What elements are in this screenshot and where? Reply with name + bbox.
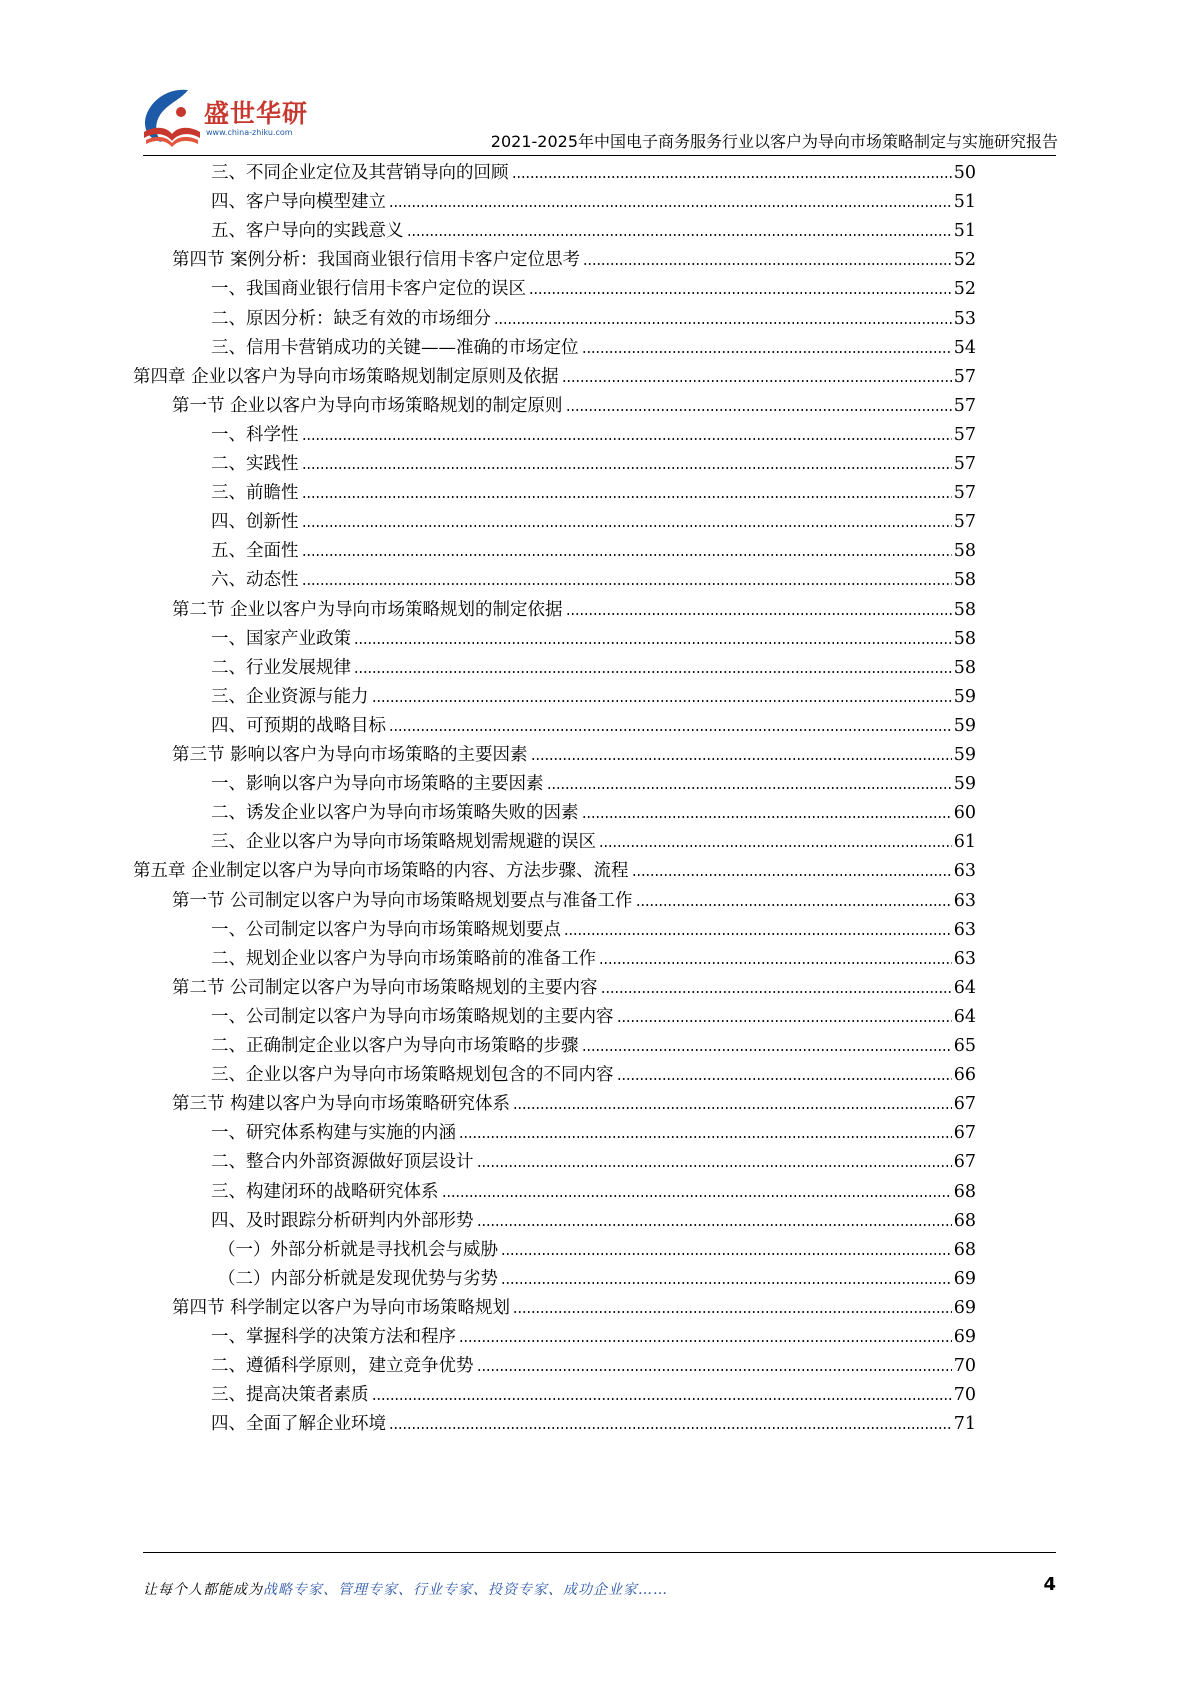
toc-entry[interactable] (172, 1084, 976, 1115)
toc-dot-leader (302, 495, 952, 499)
toc-entry-title: 二、遵循科学原则，建立竞争优势 (211, 1356, 474, 1377)
toc-dot-leader (501, 1281, 952, 1285)
toc-dot-leader (477, 1368, 952, 1372)
toc-entry-page: 69 (953, 1327, 976, 1347)
toc-entry-title: 一、影响以客户为导向市场策略的主要因素 (211, 774, 544, 795)
toc-dot-leader (354, 641, 952, 645)
toc-entry-page: 61 (953, 832, 976, 853)
toc-entry-page: 58 (953, 628, 976, 649)
toc-entry[interactable] (211, 822, 976, 853)
toc-entry[interactable] (211, 997, 976, 1028)
toc-entry-title: 第一节 企业以客户为导向市场策略规划的制定原则 (172, 395, 563, 416)
toc-entry-title: 三、构建闭环的战略研究体系 (211, 1181, 439, 1202)
toc-dot-leader (617, 1019, 952, 1023)
toc-dot-leader (494, 321, 952, 325)
toc-dot-leader (582, 350, 952, 354)
toc-entry-page: 57 (953, 483, 976, 504)
toc-entry[interactable] (211, 269, 976, 300)
toc-dot-leader (389, 1426, 952, 1430)
toc-entry[interactable] (133, 357, 976, 388)
toc-entry[interactable] (211, 415, 976, 446)
toc-dot-leader (302, 524, 952, 528)
toc-dot-leader (601, 990, 952, 994)
toc-entry-title: 二、诱发企业以客户为导向市场策略失败的因素 (211, 803, 579, 824)
toc-entry-page: 59 (953, 715, 976, 736)
toc-entry-title: 三、企业资源与能力 (211, 686, 369, 707)
toc-entry-title: 二、实践性 (211, 454, 299, 474)
toc-dot-leader (477, 1164, 952, 1168)
toc-entry-title: （二）内部分析就是发现优势与劣势 (218, 1268, 498, 1289)
toc-dot-leader (501, 1252, 952, 1256)
toc-dot-leader (477, 1223, 952, 1227)
toc-dot-leader (529, 291, 952, 295)
toc-entry-title: 一、公司制定以客户为导向市场策略规划要点 (211, 919, 561, 940)
toc-entry-page: 59 (953, 745, 976, 765)
toc-entry-title: 六、动态性 (211, 570, 299, 591)
toc-dot-leader (459, 1339, 952, 1343)
toc-entry-title: 二、规划企业以客户为导向市场策略前的准备工作 (211, 948, 596, 969)
toc-dot-leader (389, 728, 952, 732)
toc-entry-page: 71 (953, 1414, 976, 1435)
toc-entry-title: 五、客户导向的实践意义 (211, 221, 404, 242)
toc-entry-title: 三、提高决策者素质 (211, 1385, 369, 1406)
toc-entry-page: 63 (953, 861, 976, 882)
toc-entry-title: 二、正确制定企业以客户为导向市场策略的步骤 (211, 1036, 579, 1056)
toc-entry-page: 65 (953, 1036, 976, 1056)
toc-entry-page: 63 (953, 919, 976, 940)
toc-entry-title: 四、创新性 (211, 512, 299, 533)
toc-entry-page: 58 (953, 541, 976, 562)
toc-entry[interactable] (211, 1026, 976, 1057)
toc-entry[interactable] (211, 473, 976, 504)
toc-dot-leader (636, 903, 952, 907)
toc-entry-title: 四、客户导向模型建立 (211, 192, 386, 213)
toc-dot-leader (442, 1194, 952, 1198)
toc-entry-page: 57 (953, 424, 976, 445)
toc-dot-leader (562, 379, 952, 383)
toc-dot-leader (566, 612, 952, 616)
toc-entry-page: 70 (953, 1385, 976, 1406)
toc-entry[interactable] (218, 1230, 976, 1261)
toc-entry-title: 第四章 企业以客户为导向市场策略规划制定原则及依据 (133, 366, 559, 387)
page-number: 4 (1043, 1574, 1056, 1595)
toc-entry-title: 第二节 企业以客户为导向市场策略规划的制定依据 (172, 599, 563, 620)
toc-dot-leader (632, 873, 952, 877)
toc-entry-title: （一）外部分析就是寻找机会与威胁 (218, 1239, 498, 1260)
toc-entry-title: 第五章 企业制定以客户为导向市场策略的内容、方法步骤、流程 (133, 861, 629, 882)
page-header (0, 0, 1191, 160)
toc-entry[interactable] (211, 910, 976, 941)
toc-entry-page: 67 (953, 1094, 976, 1115)
toc-entry[interactable] (211, 1375, 976, 1406)
toc-entry-title: 二、行业发展规律 (211, 657, 351, 678)
footer-slogan-highlight: 战略专家、管理专家、行业专家、投资专家、成功企业家…… (263, 1582, 668, 1598)
toc-entry-title: 五、全面性 (211, 541, 299, 562)
toc-entry-title: 三、前瞻性 (211, 483, 299, 504)
toc-entry-page: 69 (953, 1268, 976, 1289)
toc-entry[interactable] (211, 619, 976, 650)
toc-entry-title: 第二节 公司制定以客户为导向市场策略规划的主要内容 (172, 977, 598, 998)
toc-entry-page: 58 (953, 570, 976, 591)
toc-entry[interactable] (211, 1055, 976, 1086)
toc-entry[interactable] (211, 1317, 976, 1348)
toc-dot-leader (582, 815, 952, 819)
toc-entry[interactable] (211, 299, 976, 330)
toc-dot-leader (566, 408, 952, 412)
toc-entry[interactable] (211, 531, 976, 562)
toc-entry-title: 一、科学性 (211, 424, 299, 445)
toc-dot-leader (372, 699, 952, 703)
toc-dot-leader (302, 466, 952, 470)
toc-entry-page: 67 (953, 1123, 976, 1144)
toc-entry-title: 三、不同企业定位及其营销导向的回顾 (211, 163, 509, 183)
toc-entry-page: 52 (953, 250, 976, 271)
toc-dot-leader (389, 204, 952, 208)
toc-entry[interactable] (211, 1404, 976, 1435)
toc-entry-page: 59 (953, 686, 976, 707)
toc-entry-page: 59 (953, 774, 976, 795)
toc-entry-title: 第四节 案例分析：我国商业银行信用卡客户定位思考 (172, 250, 581, 271)
report-title: 2021-2025年中国电子商务服务行业以客户为导向市场策略制定与实施研究报告 (490, 132, 1058, 151)
toc-entry-title: 第四节 科学制定以客户为导向市场策略规划 (172, 1297, 511, 1318)
toc-dot-leader (582, 1048, 952, 1052)
logo-url: www.china-zhiku.com (206, 128, 293, 137)
company-logo (136, 86, 311, 150)
toc-entry[interactable] (211, 677, 976, 708)
toc-entry-title: 四、及时跟踪分析研判内外部形势 (211, 1210, 474, 1231)
footer-slogan-prefix: 让每个人都能成为 (143, 1582, 263, 1598)
toc-dot-leader (354, 670, 952, 674)
logo-name: 盛世华研 (204, 99, 309, 128)
toc-entry[interactable] (211, 444, 976, 475)
toc-entry[interactable] (211, 182, 976, 213)
toc-entry-title: 第三节 构建以客户为导向市场策略研究体系 (172, 1094, 511, 1115)
book-swoosh-logo-icon (136, 86, 206, 150)
toc-dot-leader (372, 1397, 952, 1401)
toc-entry-title: 一、掌握科学的决策方法和程序 (211, 1327, 456, 1347)
toc-dot-leader (617, 1077, 952, 1081)
toc-entry-page: 60 (953, 803, 976, 824)
toc-dot-leader (513, 1310, 952, 1314)
toc-entry[interactable] (211, 1346, 976, 1377)
toc-entry[interactable] (211, 1172, 976, 1203)
toc-entry[interactable] (211, 1113, 976, 1144)
toc-entry-title: 第一节 公司制定以客户为导向市场策略规划要点与准备工作 (172, 890, 633, 911)
toc-entry-page: 64 (953, 1006, 976, 1027)
toc-dot-leader (512, 175, 952, 179)
toc-entry-page: 58 (953, 599, 976, 620)
toc-entry[interactable] (211, 211, 976, 242)
toc-entry[interactable] (211, 1142, 976, 1173)
toc-entry-page: 58 (953, 657, 976, 678)
toc-entry-page: 57 (953, 366, 976, 387)
toc-dot-leader (513, 1106, 952, 1110)
toc-entry-page: 69 (953, 1297, 976, 1318)
toc-entry-page: 57 (953, 395, 976, 416)
toc-dot-leader (407, 233, 952, 237)
toc-entry[interactable] (211, 153, 976, 184)
toc-entry[interactable] (211, 939, 976, 970)
toc-entry-page: 68 (953, 1181, 976, 1202)
toc-entry[interactable] (172, 1288, 976, 1319)
toc-entry-title: 第三节 影响以客户为导向市场策略的主要因素 (172, 745, 528, 765)
toc-dot-leader (531, 757, 952, 761)
toc-entry[interactable] (211, 706, 976, 737)
toc-entry-page: 70 (953, 1356, 976, 1377)
toc-entry[interactable] (133, 851, 976, 882)
toc-entry[interactable] (172, 881, 976, 912)
toc-entry[interactable] (172, 968, 976, 999)
toc-entry[interactable] (211, 764, 976, 795)
footer-slogan (143, 1579, 668, 1599)
toc-entry[interactable] (172, 735, 976, 766)
toc-entry-page: 51 (953, 221, 976, 242)
toc-entry[interactable] (172, 590, 976, 621)
toc-dot-leader (583, 262, 952, 266)
toc-entry-title: 一、国家产业政策 (211, 628, 351, 649)
toc-entry-title: 四、全面了解企业环境 (211, 1414, 386, 1435)
toc-entry-title: 一、公司制定以客户为导向市场策略规划的主要内容 (211, 1006, 614, 1027)
toc-entry[interactable] (211, 328, 976, 359)
toc-entry-page: 53 (953, 308, 976, 329)
toc-entry-page: 57 (953, 454, 976, 474)
toc-entry-page: 52 (953, 279, 976, 300)
toc-entry-title: 三、信用卡营销成功的关键——准确的市场定位 (211, 337, 579, 358)
toc-entry[interactable] (211, 793, 976, 824)
toc-entry-title: 三、企业以客户为导向市场策略规划需规避的误区 (211, 832, 596, 853)
toc-entry-page: 51 (953, 192, 976, 213)
toc-dot-leader (302, 553, 952, 557)
toc-entry[interactable] (211, 1201, 976, 1232)
toc-entry-page: 63 (953, 948, 976, 969)
toc-entry[interactable] (211, 648, 976, 679)
toc-entry-title: 一、我国商业银行信用卡客户定位的误区 (211, 279, 526, 300)
toc-entry-page: 63 (953, 890, 976, 911)
toc-entry[interactable] (172, 240, 976, 271)
toc-entry[interactable] (172, 386, 976, 417)
toc-entry-page: 57 (953, 512, 976, 533)
toc-dot-leader (599, 844, 952, 848)
toc-entry-page: 68 (953, 1210, 976, 1231)
toc-entry-page: 67 (953, 1152, 976, 1173)
toc-dot-leader (547, 786, 952, 790)
toc-entry[interactable] (211, 502, 976, 533)
toc-entry-page: 54 (953, 337, 976, 358)
toc-entry-page: 50 (953, 163, 976, 183)
toc-entry-title: 二、原因分析：缺乏有效的市场细分 (211, 308, 491, 329)
toc-entry-page: 68 (953, 1239, 976, 1260)
toc-dot-leader (564, 932, 952, 936)
toc-dot-leader (599, 961, 952, 965)
toc-entry[interactable] (218, 1259, 976, 1290)
toc-entry[interactable] (211, 560, 976, 591)
toc-entry-title: 二、整合内外部资源做好顶层设计 (211, 1152, 474, 1173)
footer-divider (143, 1552, 1056, 1553)
toc-entry-title: 四、可预期的战略目标 (211, 715, 386, 736)
toc-dot-leader (302, 437, 952, 441)
toc-entry-title: 一、研究体系构建与实施的内涵 (211, 1123, 456, 1144)
toc-entry-page: 66 (953, 1065, 976, 1086)
toc-dot-leader (302, 582, 952, 586)
toc-entry-page: 64 (953, 977, 976, 998)
toc-dot-leader (459, 1135, 952, 1139)
toc-entry-title: 三、企业以客户为导向市场策略规划包含的不同内容 (211, 1065, 614, 1086)
